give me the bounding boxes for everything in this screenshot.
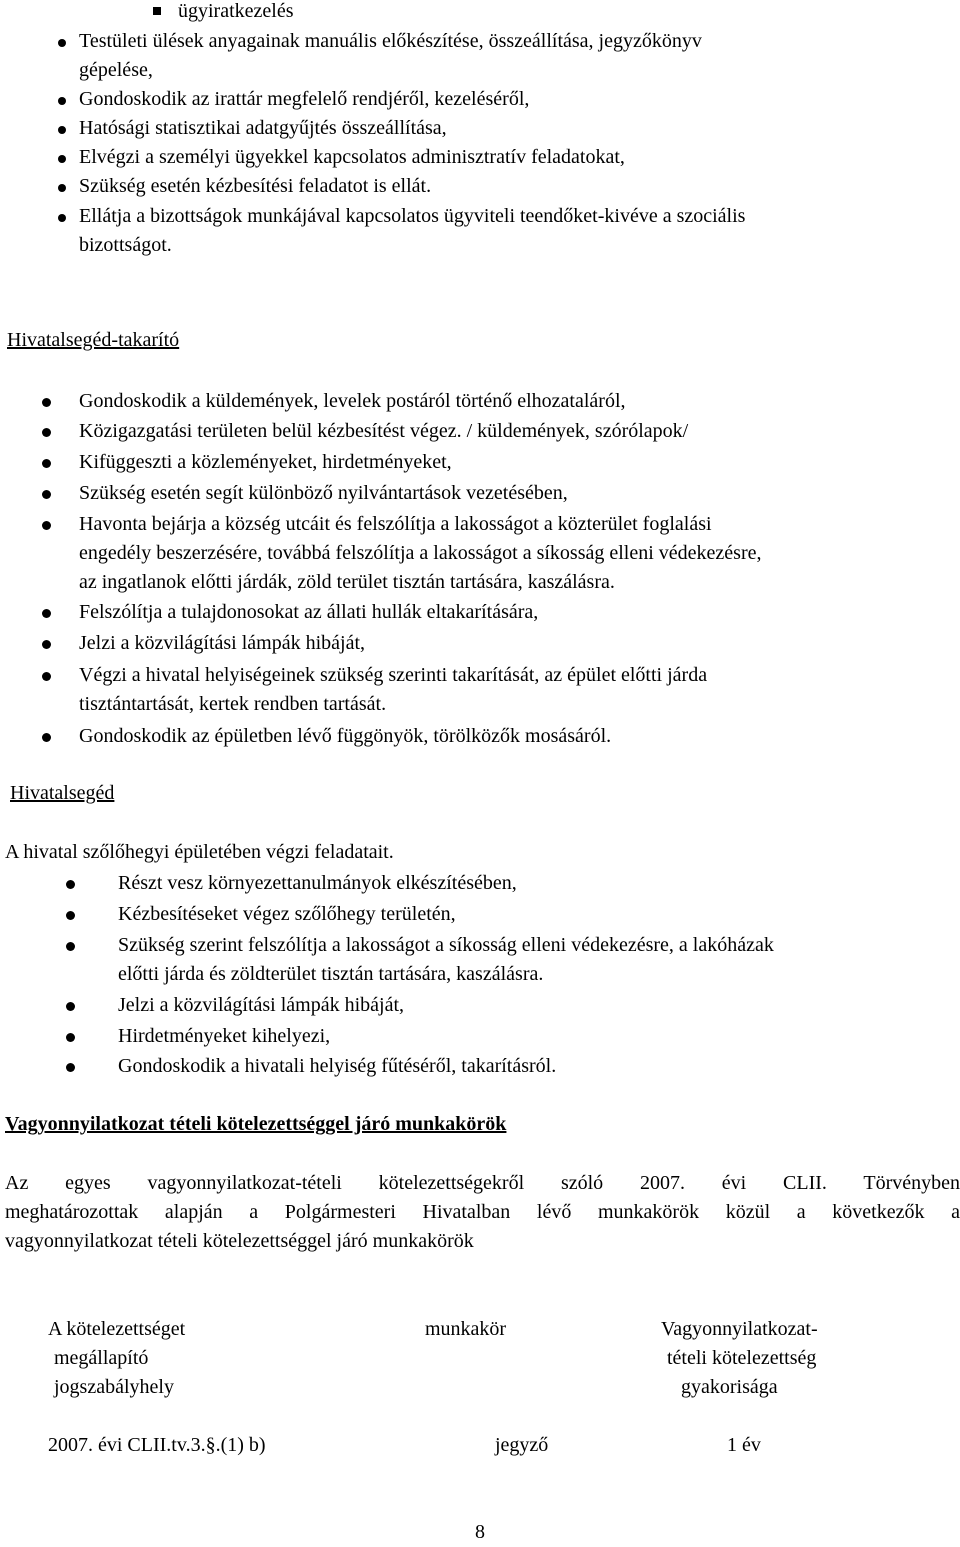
bullet-icon xyxy=(42,672,51,681)
list-item-continuation: gépelése, xyxy=(79,59,153,81)
bullet-icon xyxy=(42,428,51,437)
bullet-icon xyxy=(58,126,66,134)
list-item: Hatósági statisztikai adatgyűjtés összeállítása, xyxy=(79,117,447,139)
table-cell-law: 2007. évi CLII.tv.3.§.(1) b) xyxy=(48,1434,266,1456)
section-heading: Hivatalsegéd-takarító xyxy=(7,329,180,351)
table-cell-position: jegyző xyxy=(495,1434,549,1456)
section-heading-bold: Vagyonnyilatkozat tételi kötelezettséggel járó munkakörök xyxy=(5,1113,507,1135)
bullet-icon xyxy=(66,911,75,920)
table-header-cell: jogszabályhely xyxy=(54,1376,174,1398)
list-item: Közigazgatási területen belül kézbesítést végez. / küldemények, szórólapok/ xyxy=(79,420,689,442)
list-item: Elvégzi a személyi ügyekkel kapcsolatos adminisztratív feladatokat, xyxy=(79,146,625,168)
list-item: Kifüggeszti a közleményeket, hirdetményeket, xyxy=(79,451,452,473)
bullet-icon xyxy=(66,942,75,951)
list-item: Szükség szerint felszólítja a lakosságot a síkosság elleni védekezésre, a lakóházak xyxy=(118,934,774,956)
list-item: Gondoskodik a hivatali helyiség fűtéséről, takarításról. xyxy=(118,1055,557,1077)
list-item: Részt vesz környezettanulmányok elkészítésében, xyxy=(118,872,517,894)
bullet-icon xyxy=(42,490,51,499)
table-header-cell: Vagyonnyilatkozat- xyxy=(661,1318,818,1340)
bullet-icon xyxy=(58,214,66,222)
list-item: Jelzi a közvilágítási lámpák hibáját, xyxy=(118,994,405,1016)
bullet-icon xyxy=(58,39,66,47)
bullet-icon xyxy=(58,184,66,192)
list-item: Gondoskodik a küldemények, levelek postáról történő elhozataláról, xyxy=(79,390,626,412)
table-header-cell: megállapító xyxy=(54,1347,149,1369)
bullet-icon xyxy=(66,880,75,889)
list-item: Végzi a hivatal helyiségeinek szükség szerinti takarítását, az épület előtti járda xyxy=(79,664,708,686)
paragraph-line: meghatározottak alapján a Polgármesteri Hivatalban lévő munkakörök közül a következők a xyxy=(5,1201,960,1223)
page-number: 8 xyxy=(475,1521,485,1543)
table-header-cell: gyakorisága xyxy=(681,1376,778,1398)
paragraph-line: Az egyes vagyonnyilatkozat-tételi kötelezettségekről szóló 2007. évi CLII. Törvényben xyxy=(5,1172,960,1194)
sub-item: ügyiratkezelés xyxy=(178,0,294,22)
section-heading: Hivatalsegéd xyxy=(10,782,115,804)
bullet-icon xyxy=(66,1063,75,1072)
list-item-continuation: engedély beszerzésére, továbbá felszólítja a lakosságot a síkosság elleni védekezésre, xyxy=(79,542,762,564)
list-item: Ellátja a bizottságok munkájával kapcsolatos ügyviteli teendőket-kivéve a szociális xyxy=(79,205,746,227)
section-intro: A hivatal szőlőhegyi épületében végzi feladatait. xyxy=(5,841,394,863)
paragraph-line: vagyonnyilatkozat tételi kötelezettséggel járó munkakörök xyxy=(5,1230,474,1252)
list-item-continuation: előtti járda és zöldterület tisztán tartására, kaszálásra. xyxy=(118,963,544,985)
list-item-continuation: bizottságot. xyxy=(79,234,172,256)
bullet-icon xyxy=(58,155,66,163)
bullet-icon xyxy=(66,1002,75,1011)
bullet-icon xyxy=(42,521,51,530)
table-cell-frequency: 1 év xyxy=(727,1434,761,1456)
table-header-cell: munkakör xyxy=(425,1318,507,1340)
list-item: Gondoskodik az épületben lévő függönyök, törölközők mosásáról. xyxy=(79,725,612,747)
table-header-cell: A kötelezettséget xyxy=(48,1318,186,1340)
list-item: Havonta bejárja a község utcáit és felszólítja a lakosságot a közterület foglalási xyxy=(79,513,712,535)
table-header-cell: tételi kötelezettség xyxy=(667,1347,817,1369)
bullet-icon xyxy=(42,640,51,649)
list-item: Felszólítja a tulajdonosokat az állati hullák eltakarítására, xyxy=(79,601,539,623)
bullet-icon xyxy=(66,1033,75,1042)
bullet-icon xyxy=(42,609,51,618)
list-item: Gondoskodik az irattár megfelelő rendjéről, kezeléséről, xyxy=(79,88,530,110)
bullet-icon xyxy=(58,97,66,105)
bullet-icon xyxy=(42,733,51,742)
square-bullet-icon xyxy=(153,7,161,15)
list-item: Hirdetményeket kihelyezi, xyxy=(118,1025,331,1047)
list-item: Testületi ülések anyagainak manuális előkészítése, összeállítása, jegyzőkönyv xyxy=(79,30,702,52)
bullet-icon xyxy=(42,398,51,407)
list-item-continuation: tisztántartását, kertek rendben tartását. xyxy=(79,693,387,715)
bullet-icon xyxy=(42,459,51,468)
list-item: Jelzi a közvilágítási lámpák hibáját, xyxy=(79,632,366,654)
list-item: Kézbesítéseket végez szőlőhegy területén, xyxy=(118,903,456,925)
list-item: Szükség esetén segít különböző nyilvántartások vezetésében, xyxy=(79,482,568,504)
list-item: Szükség esetén kézbesítési feladatot is ellát. xyxy=(79,175,432,197)
list-item-continuation: az ingatlanok előtti járdák, zöld terület tisztán tartására, kaszálásra. xyxy=(79,571,615,593)
